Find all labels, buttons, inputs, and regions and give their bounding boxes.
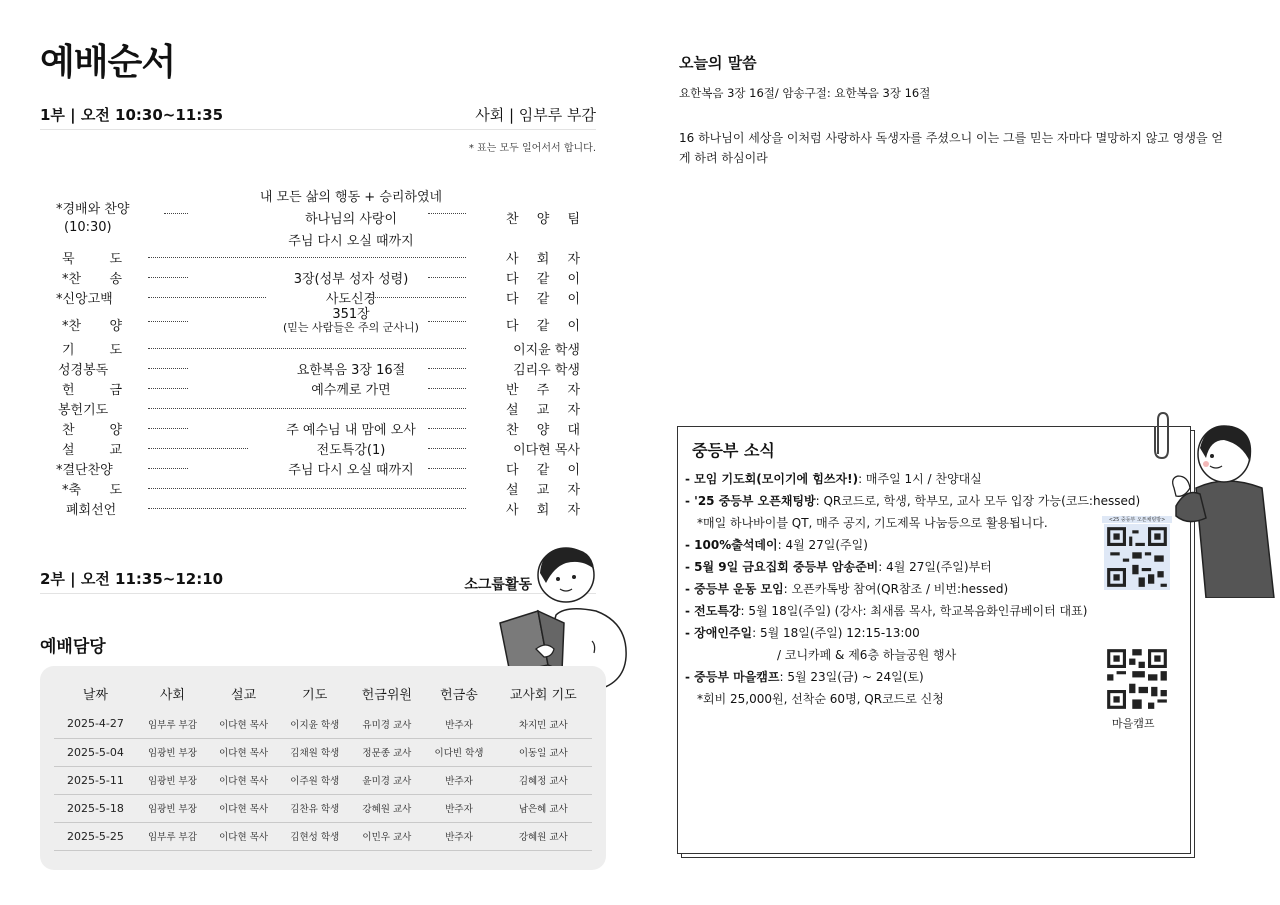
news-item: - 전도특강: 5월 18일(주일) (강사: 최새롬 목사, 학교복음화인큐베이터 대표)	[685, 604, 1088, 618]
part2-activity: 소그룹활동	[464, 577, 532, 593]
leader-dots	[428, 388, 466, 390]
part1-host: 사회 | 임부루 부감	[475, 106, 596, 124]
table-row: 2025-5-25 임부루 부감 이다현 목사 김현성 학생 이민우 교사 반주자 강혜원 교사	[54, 822, 592, 850]
order-song-3: 주님 다시 오실 때까지	[288, 234, 414, 249]
order-person: 설 교 자	[506, 483, 580, 498]
news-item: - 5월 9일 금요집회 중등부 암송준비: 4월 27일(주일)부터	[685, 560, 992, 574]
order-name: 헌 금	[62, 383, 122, 398]
order-content: 요한복음 3장 16절	[296, 363, 406, 378]
waving-person-illustration	[1166, 418, 1276, 598]
col-prayer: 기도	[302, 687, 328, 703]
order-person: 반 주 자	[506, 383, 580, 398]
col-teacher-prayer: 교사회 기도	[509, 687, 577, 703]
order-row	[56, 439, 580, 459]
news-title: 중등부 소식	[692, 441, 775, 460]
order-person: 이다현 목사	[513, 443, 580, 458]
news-item: - '25 중등부 오픈채팅방: QR코드로, 학생, 학부모, 교사 모두 입장 가능(코드:hessed)	[685, 494, 1141, 508]
order-person: 김리우 학생	[513, 363, 580, 378]
order-content: 351장 (믿는 사람들은 주의 군사니)	[283, 307, 419, 334]
table-row: 2025-5-04 임광빈 부장 이다현 목사 김채원 학생 정문종 교사 이다빈 학생 이동일 교사	[54, 738, 592, 766]
col-date: 날짜	[82, 687, 108, 703]
leader-dots	[368, 297, 466, 299]
order-row	[56, 359, 580, 379]
qr-code-camp[interactable]	[1104, 646, 1170, 712]
duty-table-panel	[40, 666, 606, 870]
qr-code-openchat[interactable]	[1102, 524, 1172, 590]
order-row	[56, 268, 580, 288]
leader-dots	[148, 428, 188, 430]
order-person: 찬 양 팀	[506, 212, 580, 227]
leader-dots	[428, 277, 466, 279]
col-host: 사회	[159, 687, 185, 703]
order-content: 예수께로 가면	[311, 383, 391, 398]
leader-dots	[148, 348, 466, 350]
order-row	[56, 248, 580, 268]
word-text: 16 하나님이 세상을 이처럼 사랑하사 독생자를 주셨으니 이는 그를 믿는 자마다 멸망하지 않고 영생을 얻게 하려 하심이라	[679, 131, 1223, 165]
order-song-1: 내 모든 삶의 행동 + 승리하였네	[259, 190, 443, 205]
leader-dots	[148, 508, 466, 510]
table-row: 2025-5-18 임광빈 부장 이다현 목사 김찬유 학생 강혜원 교사 반주자 남은혜 교사	[54, 794, 592, 822]
order-row	[56, 308, 580, 338]
leader-dots	[148, 408, 466, 410]
order-person: 다 같 이	[506, 319, 580, 334]
order-content: 전도특강(1)	[316, 443, 386, 458]
order-name: 성경봉독	[58, 363, 109, 378]
order-row	[56, 379, 580, 399]
page-title: 예배순서	[40, 42, 176, 83]
order-name: *신앙고백	[56, 292, 113, 307]
order-name: 폐회선언	[66, 503, 117, 518]
leader-dots	[148, 368, 188, 370]
order-row	[56, 288, 580, 308]
col-sermon: 설교	[231, 687, 257, 703]
order-content: 사도신경	[325, 292, 377, 307]
word-reference: 요한복음 3장 16절/ 암송구절: 요한복음 3장 16절	[679, 86, 931, 100]
order-person: 다 같 이	[506, 292, 580, 307]
duty-table-header	[54, 676, 592, 710]
news-item: - 중등부 운동 모임: 오픈카톡방 참여(QR참조 / 비번:hessed)	[685, 582, 1009, 596]
part1-header	[40, 104, 596, 130]
leader-dots	[428, 213, 466, 215]
leader-dots	[428, 428, 466, 430]
order-name: 설 교	[62, 443, 122, 458]
leader-dots	[164, 213, 188, 215]
order-row	[56, 499, 580, 519]
leader-dots	[428, 468, 466, 470]
order-name: *축 도	[62, 483, 122, 498]
leader-dots	[148, 488, 466, 490]
part2-time: 2부 | 오전 11:35~12:10	[40, 570, 224, 588]
order-row	[56, 399, 580, 419]
order-row	[56, 459, 580, 479]
word-title: 오늘의 말씀	[679, 54, 757, 72]
order-row	[56, 339, 580, 359]
leader-dots	[148, 277, 188, 279]
order-name: 봉헌기도	[58, 403, 109, 418]
order-row	[56, 186, 580, 250]
qr-openchat-caption: <25 중등부 오픈채팅방>	[1102, 516, 1172, 523]
leader-dots	[148, 257, 466, 259]
order-person: 다 같 이	[506, 463, 580, 478]
col-offering-song: 헌금송	[440, 687, 478, 703]
table-row: 2025-4-27 임부루 부감 이다현 목사 이지윤 학생 유미경 교사 반주자 차지민 교사	[54, 710, 592, 738]
order-row	[56, 479, 580, 499]
order-song-2: 하나님의 사랑이	[304, 212, 398, 227]
duty-table	[54, 676, 592, 851]
news-item: - 모임 기도회(모이기에 힘쓰자!): 매주일 1시 / 찬양대실	[685, 472, 982, 486]
news-item: *회비 25,000원, 선착순 60명, QR코드로 신청	[697, 692, 944, 706]
part1-time: 1부 | 오전 10:30~11:35	[40, 106, 224, 124]
order-time: (10:30)	[64, 220, 112, 235]
order-name: *경배와 찬양	[56, 202, 130, 217]
order-name: 찬 양	[62, 423, 122, 438]
order-content: 주님 다시 오실 때까지	[288, 463, 414, 478]
order-name: 묵 도	[62, 252, 122, 267]
news-item: / 코니카페 & 제6층 하늘공원 행사	[777, 648, 957, 662]
order-person: 설 교 자	[506, 403, 580, 418]
table-row: 2025-5-11 임광빈 부장 이다현 목사 이주원 학생 윤미경 교사 반주자 김혜정 교사	[54, 766, 592, 794]
news-item: *매일 하나바이블 QT, 매주 공지, 기도제목 나눔등으로 활용됩니다.	[697, 516, 1048, 530]
leader-dots	[428, 448, 466, 450]
standing-note: * 표는 모두 일어서서 합니다.	[468, 143, 596, 154]
news-item: - 장애인주일: 5월 18일(주일) 12:15-13:00	[685, 626, 920, 640]
order-content: 주 예수님 내 맘에 오사	[286, 423, 416, 438]
order-person: 사 회 자	[506, 252, 580, 267]
order-person: 이지윤 학생	[513, 343, 580, 358]
order-person: 사 회 자	[506, 503, 580, 518]
order-content: 3장(성부 성자 성령)	[293, 272, 409, 287]
leader-dots	[428, 368, 466, 370]
news-item: - 중등부 마을캠프: 5월 23일(금) ~ 24일(토)	[685, 670, 924, 684]
order-name: *찬 양	[62, 319, 122, 334]
leader-dots	[428, 321, 466, 323]
order-person: 다 같 이	[506, 272, 580, 287]
leader-dots	[148, 468, 188, 470]
order-name: *결단찬양	[56, 463, 113, 478]
leader-dots	[148, 388, 188, 390]
order-name: *찬 송	[62, 272, 122, 287]
qr-camp-caption: 마을캠프	[1112, 717, 1155, 730]
news-item: - 100%출석데이: 4월 27일(주일)	[685, 538, 868, 552]
leader-dots	[148, 321, 188, 323]
order-person: 찬 양 대	[506, 423, 580, 438]
duty-label: 예배담당	[40, 637, 106, 657]
order-name: 기 도	[62, 343, 122, 358]
order-row	[56, 419, 580, 439]
col-offering: 헌금위원	[361, 687, 412, 703]
